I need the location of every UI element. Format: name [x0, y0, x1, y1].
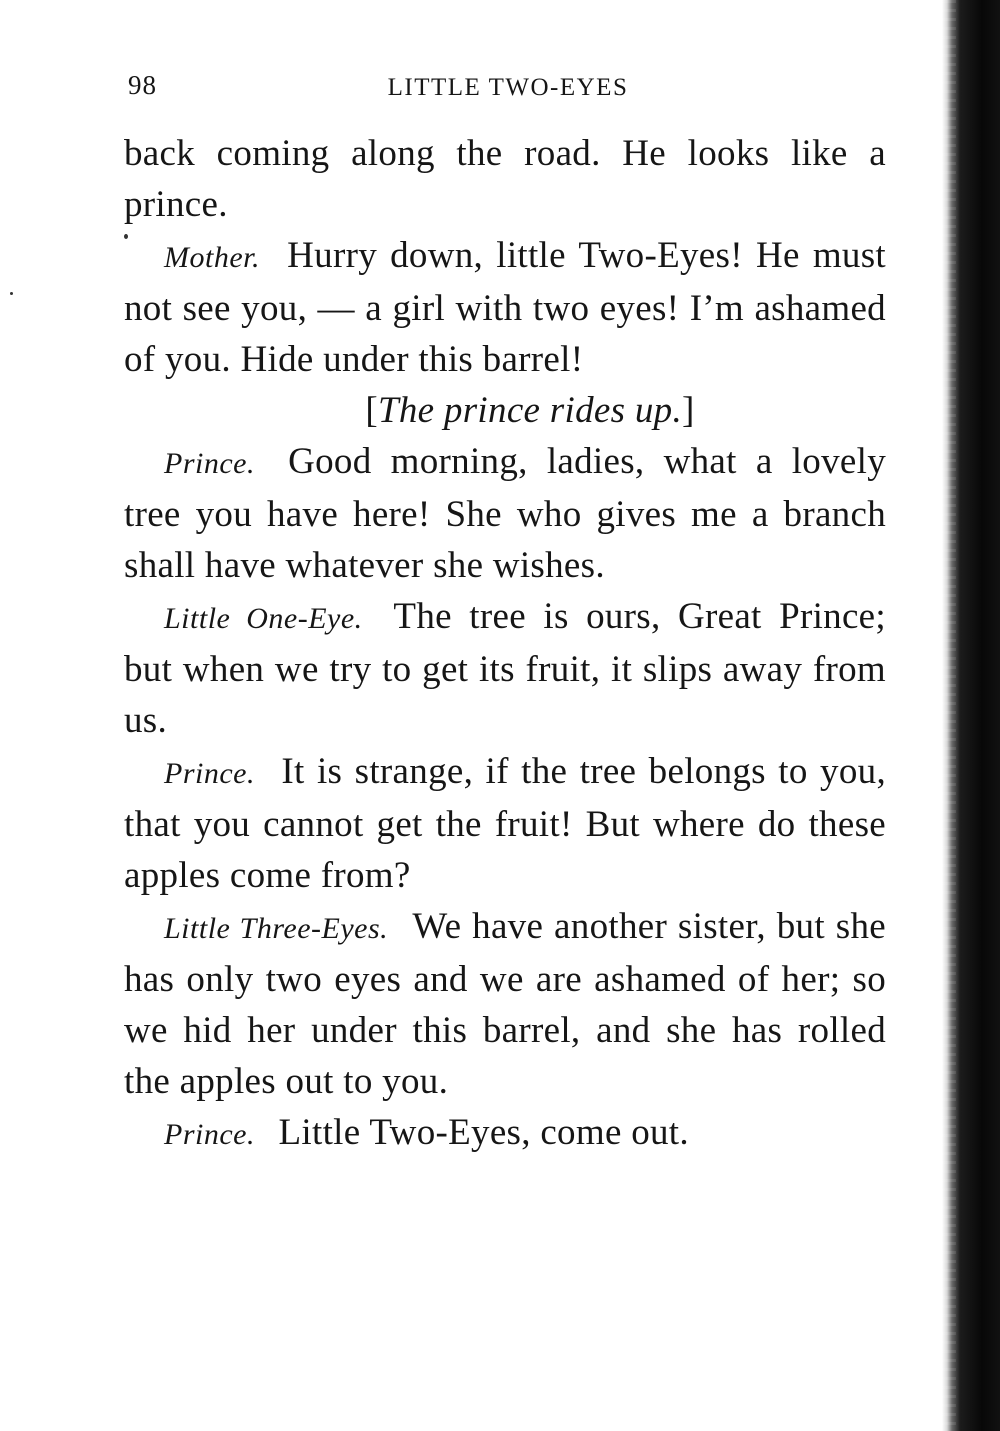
paragraph-prince-1: [124, 436, 886, 591]
paragraph-prince-3: [124, 1107, 886, 1160]
scan-speck: [10, 292, 13, 295]
stage-direction-text: The prince rides up.: [377, 390, 683, 431]
paragraph-one-eye: [124, 591, 886, 746]
dialogue-one-eye: The tree is ours, Great Prince; but when we try to get its fruit, it slips away from us.: [124, 596, 886, 741]
page-header: [128, 70, 888, 114]
stage-bracket-open: [: [365, 390, 378, 431]
speaker-three-eyes: Little Three-Eyes.: [164, 912, 389, 945]
book-spine-shading: [942, 0, 956, 1431]
speaker-prince-3: Prince.: [164, 1118, 255, 1151]
speaker-one-eye: Little One-Eye.: [164, 602, 363, 635]
page-number: 98: [128, 70, 157, 100]
stage-bracket-close: ]: [682, 390, 695, 431]
running-head: LITTLE TWO-EYES: [387, 74, 629, 101]
body-text: [124, 128, 886, 1160]
paragraph-continuation: back coming along the road. He looks like a prince.: [124, 133, 886, 225]
stage-direction: [124, 385, 886, 436]
paragraph-three-eyes: [124, 901, 886, 1107]
paragraph-mother: [124, 230, 886, 385]
dialogue-mother: Hurry down, little Two-Eyes! He must not see you, — a girl with two eyes! I’m ashamed of you. Hide under this barrel!: [124, 235, 886, 380]
scan-speck: [124, 234, 128, 239]
speaker-prince-2: Prince.: [164, 757, 255, 790]
dialogue-prince-2: It is strange, if the tree belongs to you, that you cannot get the fruit! But where do these apples come from?: [124, 751, 886, 896]
dialogue-prince-3: Little Two-Eyes, come out.: [278, 1112, 689, 1153]
speaker-mother: Mother.: [164, 241, 260, 274]
paragraph-prince-2: [124, 746, 886, 901]
dialogue-three-eyes: We have another sister, but she has only two eyes and we are ashamed of her; so we hid her under this barrel, and she has rolled the apples out to you.: [124, 906, 886, 1102]
dialogue-prince-1: Good morning, ladies, what a lovely tree you have here! She who gives me a branch shall have whatever she wishes.: [124, 441, 886, 586]
speaker-prince-1: Prince.: [164, 447, 255, 480]
